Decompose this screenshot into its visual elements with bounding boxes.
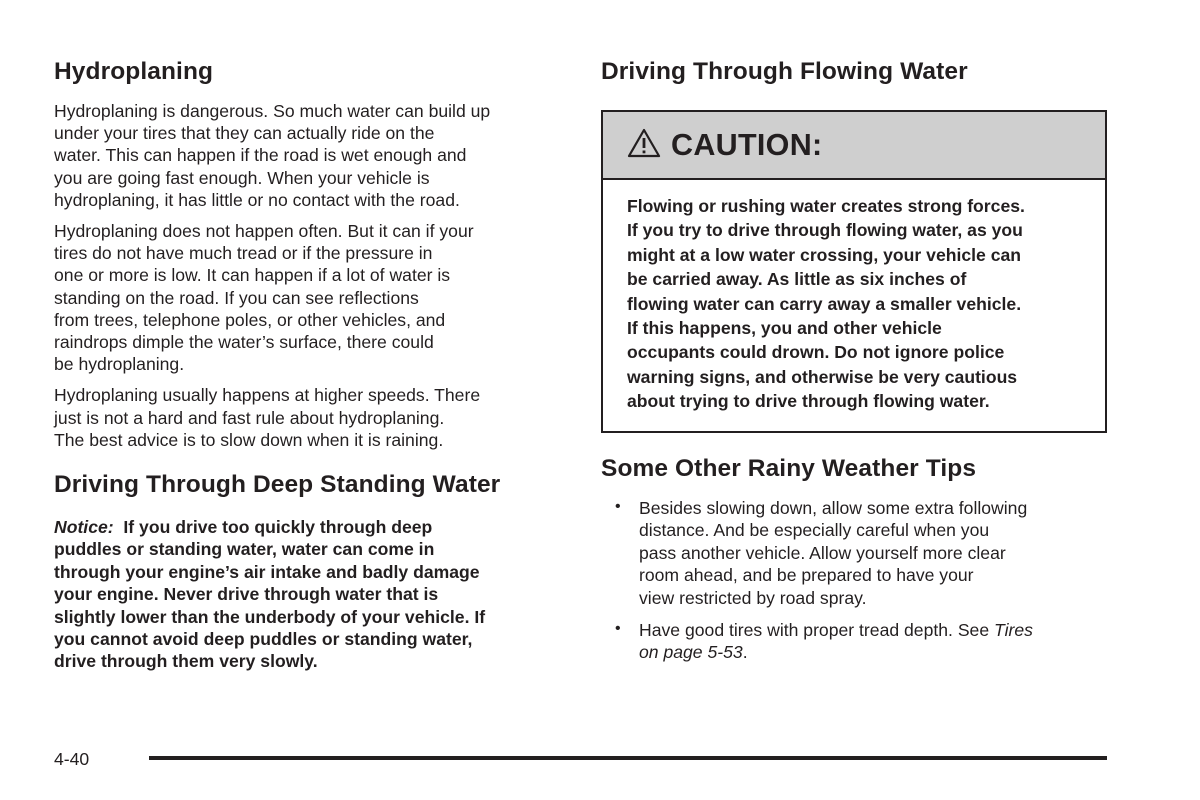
caution-header xyxy=(603,112,1105,180)
caution-box xyxy=(601,110,1107,433)
paragraph-hydroplaning-3: Hydroplaning usually happens at higher speeds. There just is not a hard and fast rule about hydroplaning. The best advice is to slow down when it is raining. xyxy=(54,385,481,450)
bullet-icon: • xyxy=(615,619,621,637)
caution-text: Flowing or rushing water creates strong forces. If you try to drive through flowing water, as you might at a low water crossing, your vehicle can be carried away. As little as six inches of flowing water can carry away a smaller vehicle. If this happens, you and other vehicle occupants could drown. Do not ignore police warning signs, and otherwise be very cautious about trying to drive through flowing water. xyxy=(627,196,1025,412)
heading-rainy-weather-tips: Some Other Rainy Weather Tips xyxy=(601,454,977,482)
heading-hydroplaning: Hydroplaning xyxy=(54,58,214,85)
caution-title: CAUTION: xyxy=(671,127,823,162)
list-item xyxy=(601,497,1107,610)
notice-label: Notice: xyxy=(54,517,114,538)
heading-deep-standing-water: Driving Through Deep Standing Water xyxy=(54,471,501,499)
notice-paragraph xyxy=(54,516,564,673)
bullet-icon: • xyxy=(615,497,621,515)
tips-list xyxy=(601,497,1107,664)
paragraph-hydroplaning-1: Hydroplaning is dangerous. So much water can build up under your tires that they can actually ride on the water. This can happen if the road is wet enough and you are going fast enough. When your vehicle is hydroplaning, it has little or no contact with the road. xyxy=(54,101,491,210)
left-column xyxy=(54,56,564,673)
notice-text: If you drive too quickly through deep puddles or standing water, water can come in through your engine’s air intake and badly damage your engine. Never drive through water that is slightly lower than the underbody of your vehicle. If you cannot avoid deep puddles or standing water, drive through them very slowly. xyxy=(54,517,486,672)
tip-text-tires-end: . xyxy=(742,642,748,663)
list-item xyxy=(601,619,1107,664)
paragraph-hydroplaning-2: Hydroplaning does not happen often. But it can if your tires do not have much tread or if the pressure in one or more is low. It can happen if a lot of water is standing on the road. If you can see reflections from trees, telephone poles, or other vehicles, and raindrops dimple the water’s surface, there could be hydroplaning. xyxy=(54,221,474,375)
heading-flowing-water: Driving Through Flowing Water xyxy=(601,58,968,85)
right-column xyxy=(601,56,1107,673)
footer-rule xyxy=(149,756,1107,760)
tip-text-tires: Have good tires with proper tread depth. See xyxy=(639,619,995,640)
tires-page-reference-link[interactable]: Tires on page 5-53 xyxy=(639,619,1033,663)
tip-text-following-distance: Besides slowing down, allow some extra following distance. And be especially careful when you pass another vehicle. Allow yourself more clear room ahead, and be prepared to have your view restricted by road spray. xyxy=(639,497,1028,609)
page-number: 4-40 xyxy=(54,749,90,769)
warning-triangle-icon xyxy=(627,128,661,158)
